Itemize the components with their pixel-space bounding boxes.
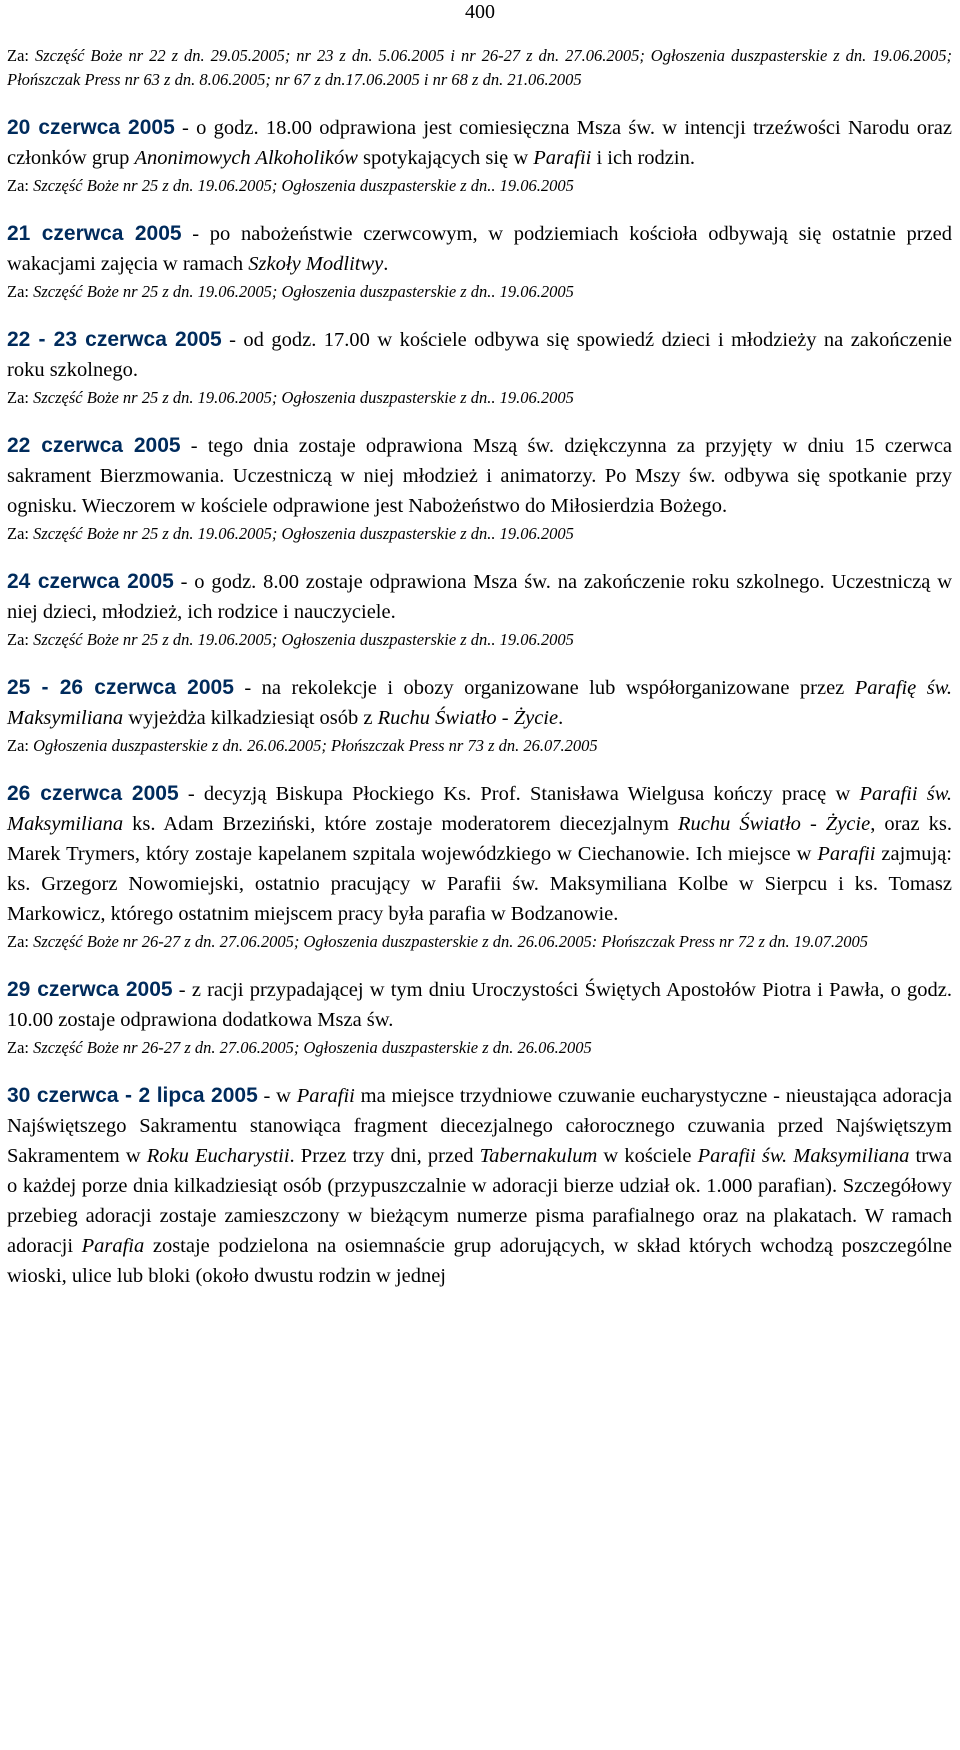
text-run: trwa o każdej porze dnia kilkadziesiąt osób (przypuszczalnie w adoracji bierze udział ok. 1.000 parafian). Szczegółowy przebieg adoracji zostaje zamieszczony w bieżącym numerze pisma parafialnego oraz na plakatach. W ramach adoracji	[7, 1145, 952, 1257]
source-text: Szczęść Boże nr 22 z dn. 29.05.2005; nr 23 z dn. 5.06.2005 i nr 26-27 z dn. 27.06.2005; Ogłoszenia duszpasterskie z dn. 19.06.2005; Płońszczak Press nr 63 z dn. 8.06.2005; nr 67 z dn.17.06.2005 i nr 68 z dn. 21.06.2005	[7, 46, 952, 89]
italic-text: Roku Eucharystii	[146, 1145, 290, 1167]
chronicle-entry	[7, 1081, 952, 1291]
document-content	[7, 44, 952, 1291]
entry-date: 22 - 23 czerwca 2005	[7, 328, 222, 351]
italic-text: Ruchu Światło - Życie	[377, 707, 559, 729]
source-citation	[7, 734, 952, 758]
text-run: i ich rodzin.	[591, 147, 695, 169]
text-run: ks. Adam Brzeziński, które zostaje moderatorem diecezjalnym	[123, 813, 679, 835]
text-run: wyjeżdża kilkadziesiąt osób z	[123, 707, 378, 729]
italic-text: Szczęść Boże nr 25 z dn. 19.06.2005; Ogłoszenia duszpasterskie z dn.. 19.06.2005	[33, 630, 574, 649]
italic-text: Ogłoszenia duszpasterskie z dn. 26.06.2005; Płońszczak Press nr 73 z dn. 26.07.2005	[33, 736, 598, 755]
chronicle-entry	[7, 567, 952, 652]
entry-body	[7, 219, 952, 279]
italic-text: Parafii św. Maksymiliana	[697, 1145, 910, 1167]
italic-text: Szczęść Boże nr 26-27 z dn. 27.06.2005; Ogłoszenia duszpasterskie z dn. 26.06.2005	[33, 1038, 592, 1057]
chronicle-entry	[7, 673, 952, 758]
source-citation	[7, 174, 952, 198]
chronicle-entry	[7, 975, 952, 1060]
entry-body	[7, 779, 952, 929]
source-citation	[7, 522, 952, 546]
text-run: - od godz. 17.00 w kościele odbywa się spowiedź dzieci i młodzieży na zakończenie roku szkolnego.	[7, 329, 952, 381]
text-run: Za:	[7, 176, 34, 195]
text-run: , oraz ks. Marek Trymers, który zostaje kapelanem szpitala wojewódzkiego w Ciechanowie. Ich miejsce w	[7, 813, 952, 865]
text-run: - po nabożeństwie czerwcowym, w podziemiach kościoła odbywają się ostatnie przed wakacjami zajęcia w ramach	[7, 223, 952, 275]
italic-text: Ruchu Światło - Życie	[678, 813, 871, 835]
source-citation	[7, 280, 952, 304]
entry-date: 29 czerwca 2005	[7, 978, 173, 1001]
text-run: zajmują: ks. Grzegorz Nowomiejski, ostatnio pracujący w Parafii św. Maksymiliana Kolbe w Sierpcu i ks. Tomasz Markowicz, którego ostatnim miejscem pracy była parafia w Bodzanowie.	[7, 843, 952, 925]
italic-text: Tabernakulum	[479, 1145, 598, 1167]
italic-text: Szczęść Boże nr 25 z dn. 19.06.2005; Ogłoszenia duszpasterskie z dn.. 19.06.2005	[33, 388, 574, 407]
italic-text: Parafia	[81, 1235, 145, 1257]
italic-text: Anonimowych Alkoholików	[134, 147, 358, 169]
text-run: ma miejsce trzydniowe czuwanie eucharystyczne - nieustająca adoracja Najświętszego Sakramentu stanowiąca fragment diecezjalnego całorocznego czuwania przed Najświętszym Sakramentem w	[7, 1085, 953, 1167]
entries-list	[7, 113, 952, 1291]
chronicle-entry	[7, 219, 952, 304]
chronicle-entry	[7, 779, 952, 954]
italic-text: Parafii	[296, 1085, 355, 1107]
italic-text: Szczęść Boże nr 25 z dn. 19.06.2005; Ogłoszenia duszpasterskie z dn.. 19.06.2005	[33, 282, 574, 301]
text-run: - w	[257, 1085, 297, 1107]
italic-text: Parafię św. Maksymiliana	[7, 677, 952, 729]
italic-text: Szkoły Modlitwy	[248, 253, 384, 275]
text-run: w kościele	[597, 1145, 698, 1167]
text-run: Za:	[7, 1038, 34, 1057]
text-run: Za:	[7, 630, 34, 649]
entry-date: 21 czerwca 2005	[7, 222, 182, 245]
text-run: spotykających się w	[357, 147, 534, 169]
source-prefix: Za:	[7, 46, 35, 65]
chronicle-entry	[7, 113, 952, 198]
text-run: .	[383, 253, 389, 275]
source-citation	[7, 1036, 952, 1060]
entry-date: 26 czerwca 2005	[7, 782, 179, 805]
entry-date: 25 - 26 czerwca 2005	[7, 676, 234, 699]
text-run: .	[558, 707, 564, 729]
source-citation	[7, 930, 952, 954]
text-run: - tego dnia zostaje odprawiona Mszą św. dziękczynna za przyjęty w dniu 15 czerwca sakrament Bierzmowania. Uczestniczą w niej młodzież i animatorzy. Po Mszy św. odbywa się spotkanie przy ognisku. Wieczorem w kościele odprawione jest Nabożeństwo do Miłosierdzia Bożego.	[7, 435, 953, 517]
text-run: - decyzją Biskupa Płockiego Ks. Prof. Stanisława Wielgusa kończy pracę w	[178, 783, 860, 805]
text-run: - z racji przypadającej w tym dniu Uroczystości Świętych Apostołów Piotra i Pawła, o godz. 10.00 zostaje odprawiona dodatkowa Msza św.	[7, 979, 953, 1031]
entry-date: 24 czerwca 2005	[7, 570, 174, 593]
entry-date: 30 czerwca - 2 lipca 2005	[7, 1084, 258, 1107]
text-run: Za:	[7, 388, 34, 407]
entry-date: 20 czerwca 2005	[7, 116, 175, 139]
entry-body	[7, 975, 952, 1035]
italic-text: Parafii	[533, 147, 592, 169]
text-run: zostaje podzielona na osiemnaście grup adorujących, w skład których wchodzą poszczególne wioski, ulice lub bloki (około dwustu rodzin w jednej	[7, 1235, 952, 1287]
text-run: Za:	[7, 524, 34, 543]
italic-text: Parafii św. Maksymiliana	[7, 783, 953, 835]
text-run: Za:	[7, 932, 34, 951]
text-run: - na rekolekcje i obozy organizowane lub współorganizowane przez	[233, 677, 855, 699]
entry-body	[7, 431, 952, 521]
page-number: 400	[465, 1, 495, 23]
italic-text: Parafii	[817, 843, 876, 865]
italic-text: Szczęść Boże nr 25 z dn. 19.06.2005; Ogłoszenia duszpasterskie z dn.. 19.06.2005	[33, 524, 574, 543]
chronicle-entry	[7, 431, 952, 546]
entry-body	[7, 1081, 952, 1291]
text-run: . Przez trzy dni, przed	[289, 1145, 480, 1167]
italic-text: Szczęść Boże nr 25 z dn. 19.06.2005; Ogłoszenia duszpasterskie z dn.. 19.06.2005	[33, 176, 574, 195]
entry-date: 22 czerwca 2005	[7, 434, 181, 457]
entry-body	[7, 113, 952, 173]
text-run: Za:	[7, 282, 34, 301]
text-run: - o godz. 8.00 zostaje odprawiona Msza św. na zakończenie roku szkolnego. Uczestniczą w niej dzieci, młodzież, ich rodzice i nauczyciele.	[7, 571, 952, 623]
chronicle-entry	[7, 325, 952, 410]
entry-body	[7, 673, 952, 733]
text-run: - o godz. 18.00 odprawiona jest comiesięczna Msza św. w intencji trzeźwości Narodu oraz członków grup	[7, 117, 953, 169]
entry-body	[7, 325, 952, 385]
top-source-citation	[7, 44, 952, 92]
italic-text: Szczęść Boże nr 26-27 z dn. 27.06.2005; Ogłoszenia duszpasterskie z dn. 26.06.2005: Płońszczak Press nr 72 z dn. 19.07.2005	[33, 932, 869, 951]
source-citation	[7, 628, 952, 652]
source-citation	[7, 386, 952, 410]
text-run: Za:	[7, 736, 34, 755]
entry-body	[7, 567, 952, 627]
